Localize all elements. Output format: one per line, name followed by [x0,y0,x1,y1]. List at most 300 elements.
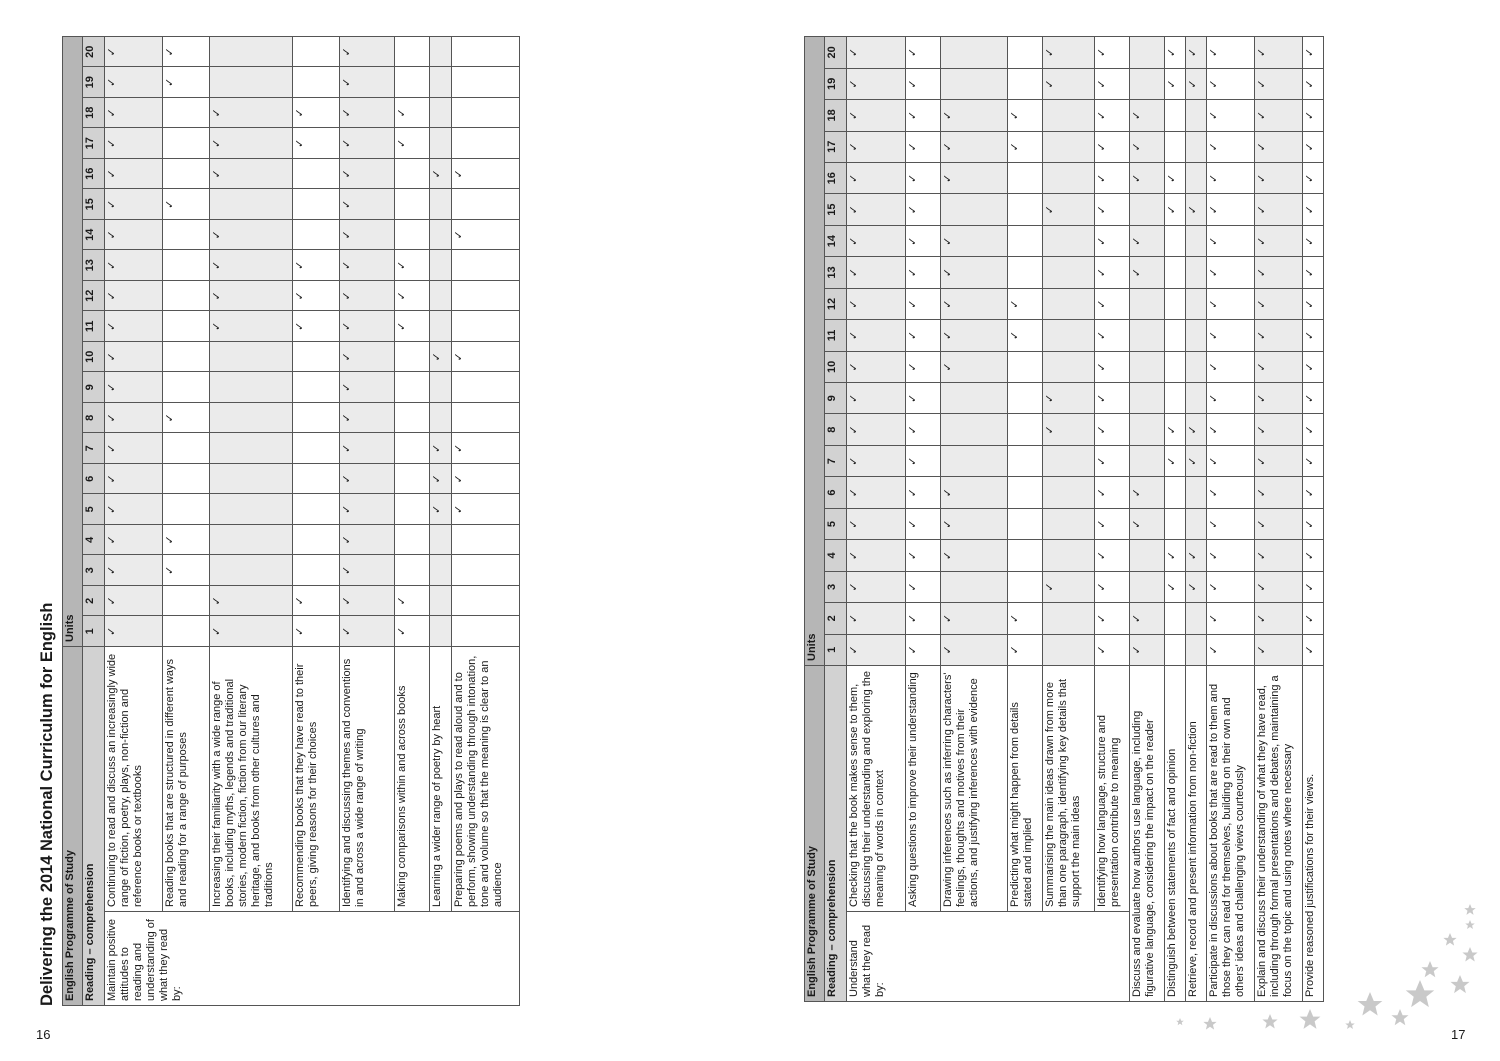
unit-tick-cell [430,67,452,98]
unit-tick-cell: ✓ [1207,257,1255,288]
unit-tick-cell: ✓ [1008,288,1043,319]
section-heading: Reading – comprehension [83,647,105,1006]
unit-tick-cell: ✓ [1165,37,1186,69]
unit-tick-cell: ✓ [1255,288,1303,319]
unit-tick-cell [1165,288,1186,319]
unit-number-19: 19 [825,68,847,99]
unit-tick-cell: ✓ [1095,320,1130,351]
unit-tick-cell: ✓ [1095,477,1130,508]
table-row [1165,37,1186,1002]
unit-tick-cell [1186,320,1207,351]
unit-tick-cell: ✓ [1008,603,1043,634]
unit-tick-cell: ✓ [847,383,906,414]
unit-tick-cell: ✓ [941,508,1008,539]
unit-tick-cell [1186,383,1207,414]
unit-number-2: 2 [825,603,847,634]
unit-number-15: 15 [83,189,105,220]
unit-tick-cell [1165,508,1186,539]
unit-tick-cell: ✓ [847,68,906,99]
unit-tick-cell [1008,225,1043,256]
unit-tick-cell [1130,37,1165,69]
unit-tick-cell: ✓ [163,67,210,98]
star-icon [1421,961,1438,977]
unit-tick-cell: ✓ [105,220,163,251]
unit-tick-cell [1130,571,1165,602]
unit-tick-cell: ✓ [847,351,906,382]
unit-tick-cell: ✓ [395,586,430,617]
unit-tick-cell [293,220,340,251]
unit-tick-cell: ✓ [210,281,293,312]
unit-tick-cell [430,586,452,617]
unit-tick-cell: ✓ [1255,634,1303,665]
unit-tick-cell: ✓ [1255,68,1303,99]
unit-number-12: 12 [825,288,847,319]
unit-tick-cell: ✓ [1207,508,1255,539]
unit-tick-cell [1186,131,1207,162]
unit-tick-cell: ✓ [1130,100,1165,131]
unit-tick-cell: ✓ [340,586,395,617]
unit-tick-cell: ✓ [105,311,163,342]
unit-tick-cell: ✓ [1207,288,1255,319]
unit-tick-cell: ✓ [1043,383,1095,414]
unit-tick-cell: ✓ [847,163,906,194]
star-icon [1300,1009,1321,1029]
unit-tick-cell: ✓ [1207,383,1255,414]
unit-tick-cell [1165,603,1186,634]
unit-tick-cell [395,494,430,525]
unit-tick-cell: ✓ [1095,100,1130,131]
unit-tick-cell [210,342,293,373]
unit-tick-cell: ✓ [340,311,395,342]
unit-tick-cell: ✓ [1255,257,1303,288]
unit-number-8: 8 [83,403,105,434]
unit-tick-cell: ✓ [340,281,395,312]
unit-tick-cell [163,616,210,647]
unit-tick-cell [395,220,430,251]
unit-tick-cell: ✓ [430,464,452,495]
unit-tick-cell [430,220,452,251]
unit-tick-cell: ✓ [847,445,906,476]
unit-tick-cell [1008,571,1043,602]
unit-number-20: 20 [83,37,105,68]
unit-tick-cell: ✓ [906,100,941,131]
unit-tick-cell: ✓ [1255,320,1303,351]
unit-tick-cell: ✓ [1303,351,1324,382]
unit-tick-cell: ✓ [1165,68,1186,99]
unit-tick-cell: ✓ [1043,68,1095,99]
unit-tick-cell: ✓ [906,634,941,665]
star-icon [1203,1017,1216,1030]
unit-number-6: 6 [825,477,847,508]
unit-number-7: 7 [83,433,105,464]
unit-tick-cell: ✓ [847,194,906,225]
objective-text: Reading books that are structured in different ways and reading for a range of purposes [163,647,210,912]
table-row [1186,37,1207,1002]
unit-tick-cell: ✓ [105,128,163,159]
unit-tick-cell [1043,508,1095,539]
unit-tick-cell [163,372,210,403]
unit-tick-cell [430,189,452,220]
unit-tick-cell: ✓ [452,220,520,251]
unit-tick-cell: ✓ [847,508,906,539]
unit-tick-cell [1165,257,1186,288]
unit-tick-cell [1043,100,1095,131]
unit-tick-cell: ✓ [1255,225,1303,256]
unit-number-1: 1 [83,616,105,647]
objective-text: Learning a wider range of poetry by heart [430,647,452,912]
unit-tick-cell [1186,288,1207,319]
unit-tick-cell [1008,37,1043,69]
unit-tick-cell: ✓ [941,540,1008,571]
unit-tick-cell: ✓ [1130,508,1165,539]
unit-tick-cell: ✓ [1303,100,1324,131]
unit-tick-cell: ✓ [1095,508,1130,539]
table-row [847,37,906,1002]
unit-tick-cell: ✓ [210,220,293,251]
unit-number-7: 7 [825,445,847,476]
unit-tick-cell [430,525,452,556]
unit-tick-cell [430,250,452,281]
table-row [1043,37,1095,1002]
unit-tick-cell: ✓ [1043,414,1095,445]
unit-tick-cell: ✓ [906,163,941,194]
unit-tick-cell: ✓ [1095,445,1130,476]
unit-tick-cell [452,555,520,586]
unit-tick-cell [1043,163,1095,194]
star-icon [1406,980,1435,1007]
objective-text: Explain and discuss their understanding of what they have read, including through formal presentations and debates, maintaining a focus on the topic and using notes where necessary [1255,666,1303,1002]
unit-tick-cell: ✓ [906,68,941,99]
unit-tick-cell: ✓ [340,372,395,403]
unit-tick-cell: ✓ [1207,320,1255,351]
unit-tick-cell: ✓ [210,586,293,617]
unit-tick-cell [163,128,210,159]
unit-tick-cell [293,494,340,525]
unit-tick-cell [293,555,340,586]
unit-number-14: 14 [83,220,105,251]
star-icon [1462,947,1477,961]
unit-tick-cell: ✓ [340,342,395,373]
unit-tick-cell: ✓ [1207,225,1255,256]
page-number-left: 16 [36,1027,51,1042]
table-row [105,37,163,1006]
unit-tick-cell: ✓ [1095,414,1130,445]
unit-tick-cell: ✓ [105,555,163,586]
unit-tick-cell: ✓ [395,281,430,312]
unit-tick-cell [452,37,520,68]
unit-tick-cell: ✓ [1095,288,1130,319]
unit-tick-cell [1186,508,1207,539]
table-row [163,37,210,1006]
unit-tick-cell: ✓ [340,616,395,647]
unit-tick-cell: ✓ [430,494,452,525]
unit-number-17: 17 [825,131,847,162]
unit-tick-cell [1130,540,1165,571]
unit-tick-cell [395,464,430,495]
unit-tick-cell [1186,225,1207,256]
unit-tick-cell: ✓ [1095,37,1130,69]
header-row [63,37,83,1006]
unit-tick-cell: ✓ [941,100,1008,131]
unit-tick-cell: ✓ [340,555,395,586]
unit-tick-cell: ✓ [906,383,941,414]
unit-tick-cell [395,159,430,190]
unit-number-10: 10 [83,342,105,373]
unit-tick-cell: ✓ [430,342,452,373]
unit-tick-cell: ✓ [105,37,163,68]
unit-tick-cell [163,342,210,373]
programme-header: English Programme of Study [805,666,825,1002]
unit-tick-cell: ✓ [941,634,1008,665]
unit-tick-cell [452,616,520,647]
unit-tick-cell: ✓ [847,288,906,319]
unit-tick-cell: ✓ [1207,540,1255,571]
unit-tick-cell: ✓ [340,128,395,159]
objective-text: Asking questions to improve their understanding [906,666,941,912]
unit-tick-cell: ✓ [1255,37,1303,69]
unit-tick-cell [293,372,340,403]
star-icon [1443,933,1456,946]
unit-tick-cell [293,464,340,495]
unit-number-13: 13 [83,250,105,281]
unit-tick-cell [941,37,1008,69]
unit-tick-cell: ✓ [1255,508,1303,539]
unit-tick-cell: ✓ [1095,225,1130,256]
objective-text: Distinguish between statements of fact and opinion [1165,666,1186,1002]
unit-tick-cell: ✓ [1303,445,1324,476]
unit-tick-cell: ✓ [1207,571,1255,602]
unit-tick-cell: ✓ [1095,131,1130,162]
unit-number-11: 11 [83,311,105,342]
unit-tick-cell [293,159,340,190]
unit-tick-cell [1008,351,1043,382]
left-page-content [36,36,520,1006]
unit-number-12: 12 [83,281,105,312]
section-row [83,37,105,1006]
unit-tick-cell [941,571,1008,602]
unit-tick-cell: ✓ [1207,477,1255,508]
unit-tick-cell: ✓ [210,616,293,647]
unit-tick-cell [941,414,1008,445]
unit-tick-cell: ✓ [1255,571,1303,602]
objective-text: Retrieve, record and present information from non-fiction [1186,666,1207,1002]
unit-number-9: 9 [825,383,847,414]
unit-tick-cell: ✓ [941,351,1008,382]
unit-tick-cell: ✓ [1207,445,1255,476]
unit-number-16: 16 [825,163,847,194]
unit-tick-cell: ✓ [1207,351,1255,382]
unit-tick-cell: ✓ [1255,351,1303,382]
unit-tick-cell: ✓ [340,494,395,525]
objective-text: Participate in discussions about books that are read to them and those they can read for themselves, building on their own and others' ideas and challenging views courteously [1207,666,1255,1002]
unit-tick-cell [1186,477,1207,508]
unit-tick-cell [1008,508,1043,539]
right-page-content [804,36,1324,1002]
unit-tick-cell [293,433,340,464]
unit-tick-cell [1043,288,1095,319]
unit-number-5: 5 [83,494,105,525]
aim-text: Maintain positive attitudes to reading and understanding of what they read by: [105,912,520,1006]
unit-tick-cell: ✓ [1095,351,1130,382]
unit-tick-cell [293,525,340,556]
unit-tick-cell: ✓ [1008,634,1043,665]
unit-tick-cell: ✓ [430,433,452,464]
objective-text: Increasing their familiarity with a wide range of books, including myths, legends and traditional stories, modern fiction, fiction from our literary heritage, and books from other cultures and traditions [210,647,293,912]
page-number-right: 17 [1451,1027,1466,1042]
unit-tick-cell: ✓ [105,525,163,556]
unit-tick-cell: ✓ [847,225,906,256]
unit-tick-cell: ✓ [847,257,906,288]
objective-text: Identifying and discussing themes and conventions in and across a wide range of writing [340,647,395,912]
objective-text: Predicting what might happen from details stated and implied [1008,666,1043,912]
unit-tick-cell [1008,477,1043,508]
unit-tick-cell: ✓ [1186,37,1207,69]
unit-tick-cell: ✓ [340,464,395,495]
unit-tick-cell: ✓ [1303,257,1324,288]
unit-tick-cell [1186,603,1207,634]
unit-tick-cell: ✓ [1303,603,1324,634]
unit-tick-cell: ✓ [210,159,293,190]
unit-tick-cell: ✓ [1008,320,1043,351]
unit-tick-cell [1130,68,1165,99]
unit-tick-cell: ✓ [1207,634,1255,665]
units-header: Units [805,37,825,666]
table-row [1255,37,1303,1002]
unit-tick-cell [430,98,452,129]
unit-tick-cell [1043,445,1095,476]
unit-tick-cell: ✓ [1095,603,1130,634]
unit-tick-cell: ✓ [1255,100,1303,131]
unit-tick-cell [1165,225,1186,256]
star-icon [1358,992,1383,1016]
unit-tick-cell [1043,603,1095,634]
unit-tick-cell: ✓ [1207,163,1255,194]
unit-tick-cell: ✓ [105,98,163,129]
unit-tick-cell [293,189,340,220]
unit-number-3: 3 [825,571,847,602]
unit-tick-cell [1165,477,1186,508]
unit-tick-cell [941,68,1008,99]
unit-tick-cell [1186,100,1207,131]
objective-text: Provide reasoned justifications for their views. [1303,666,1324,1002]
unit-tick-cell: ✓ [1186,540,1207,571]
unit-tick-cell [293,37,340,68]
unit-number-18: 18 [825,100,847,131]
unit-tick-cell: ✓ [1207,100,1255,131]
unit-number-11: 11 [825,320,847,351]
unit-tick-cell [1186,163,1207,194]
unit-tick-cell: ✓ [847,540,906,571]
unit-tick-cell: ✓ [105,433,163,464]
unit-tick-cell [1008,540,1043,571]
unit-tick-cell [1043,225,1095,256]
programme-header: English Programme of Study [63,647,83,1006]
unit-tick-cell [210,433,293,464]
unit-tick-cell [210,464,293,495]
unit-tick-cell [163,250,210,281]
unit-tick-cell: ✓ [1186,68,1207,99]
unit-number-2: 2 [83,586,105,617]
unit-tick-cell: ✓ [210,250,293,281]
unit-tick-cell [163,159,210,190]
unit-tick-cell: ✓ [105,403,163,434]
unit-tick-cell: ✓ [105,616,163,647]
unit-tick-cell [430,37,452,68]
unit-tick-cell [430,555,452,586]
unit-tick-cell [430,372,452,403]
unit-tick-cell [1043,257,1095,288]
unit-tick-cell: ✓ [340,220,395,251]
unit-tick-cell [163,220,210,251]
unit-tick-cell: ✓ [105,372,163,403]
unit-tick-cell: ✓ [941,225,1008,256]
curriculum-table-right [804,36,1324,1002]
unit-tick-cell: ✓ [1303,508,1324,539]
unit-tick-cell: ✓ [395,311,430,342]
objective-text: Checking that the book makes sense to them, discussing their understanding and exploring the meaning of words in context [847,666,906,912]
unit-tick-cell: ✓ [293,616,340,647]
unit-tick-cell [395,189,430,220]
unit-tick-cell: ✓ [906,131,941,162]
unit-tick-cell [430,281,452,312]
unit-tick-cell [1043,351,1095,382]
unit-tick-cell [1043,320,1095,351]
unit-number-4: 4 [83,525,105,556]
objective-text: Summarising the main ideas drawn from more than one paragraph, identifying key details that support the main ideas [1043,666,1095,912]
unit-tick-cell [452,189,520,220]
unit-tick-cell: ✓ [340,250,395,281]
unit-tick-cell: ✓ [847,100,906,131]
unit-tick-cell: ✓ [340,37,395,68]
unit-tick-cell [1186,351,1207,382]
unit-tick-cell [452,128,520,159]
header-row [805,37,825,1002]
unit-tick-cell: ✓ [395,128,430,159]
unit-tick-cell [941,445,1008,476]
unit-tick-cell [1130,414,1165,445]
unit-tick-cell: ✓ [1130,603,1165,634]
table-row [1095,37,1130,1002]
unit-tick-cell [210,525,293,556]
unit-tick-cell [430,616,452,647]
star-icon [1391,1009,1408,1025]
table-row [1207,37,1255,1002]
unit-tick-cell: ✓ [1255,414,1303,445]
unit-tick-cell: ✓ [1303,571,1324,602]
unit-tick-cell [395,403,430,434]
unit-tick-cell [1130,383,1165,414]
unit-tick-cell: ✓ [452,342,520,373]
unit-tick-cell: ✓ [1207,194,1255,225]
unit-tick-cell: ✓ [105,189,163,220]
unit-number-9: 9 [83,372,105,403]
unit-tick-cell: ✓ [847,37,906,69]
star-icon [1262,1014,1277,1028]
unit-tick-cell [452,250,520,281]
unit-tick-cell [293,67,340,98]
unit-tick-cell: ✓ [1095,257,1130,288]
unit-tick-cell: ✓ [105,464,163,495]
unit-tick-cell: ✓ [452,433,520,464]
unit-tick-cell: ✓ [430,159,452,190]
unit-tick-cell: ✓ [1255,540,1303,571]
unit-tick-cell: ✓ [452,464,520,495]
unit-tick-cell: ✓ [340,525,395,556]
unit-tick-cell: ✓ [1165,540,1186,571]
unit-tick-cell: ✓ [1303,414,1324,445]
unit-tick-cell: ✓ [1095,68,1130,99]
unit-tick-cell: ✓ [847,634,906,665]
